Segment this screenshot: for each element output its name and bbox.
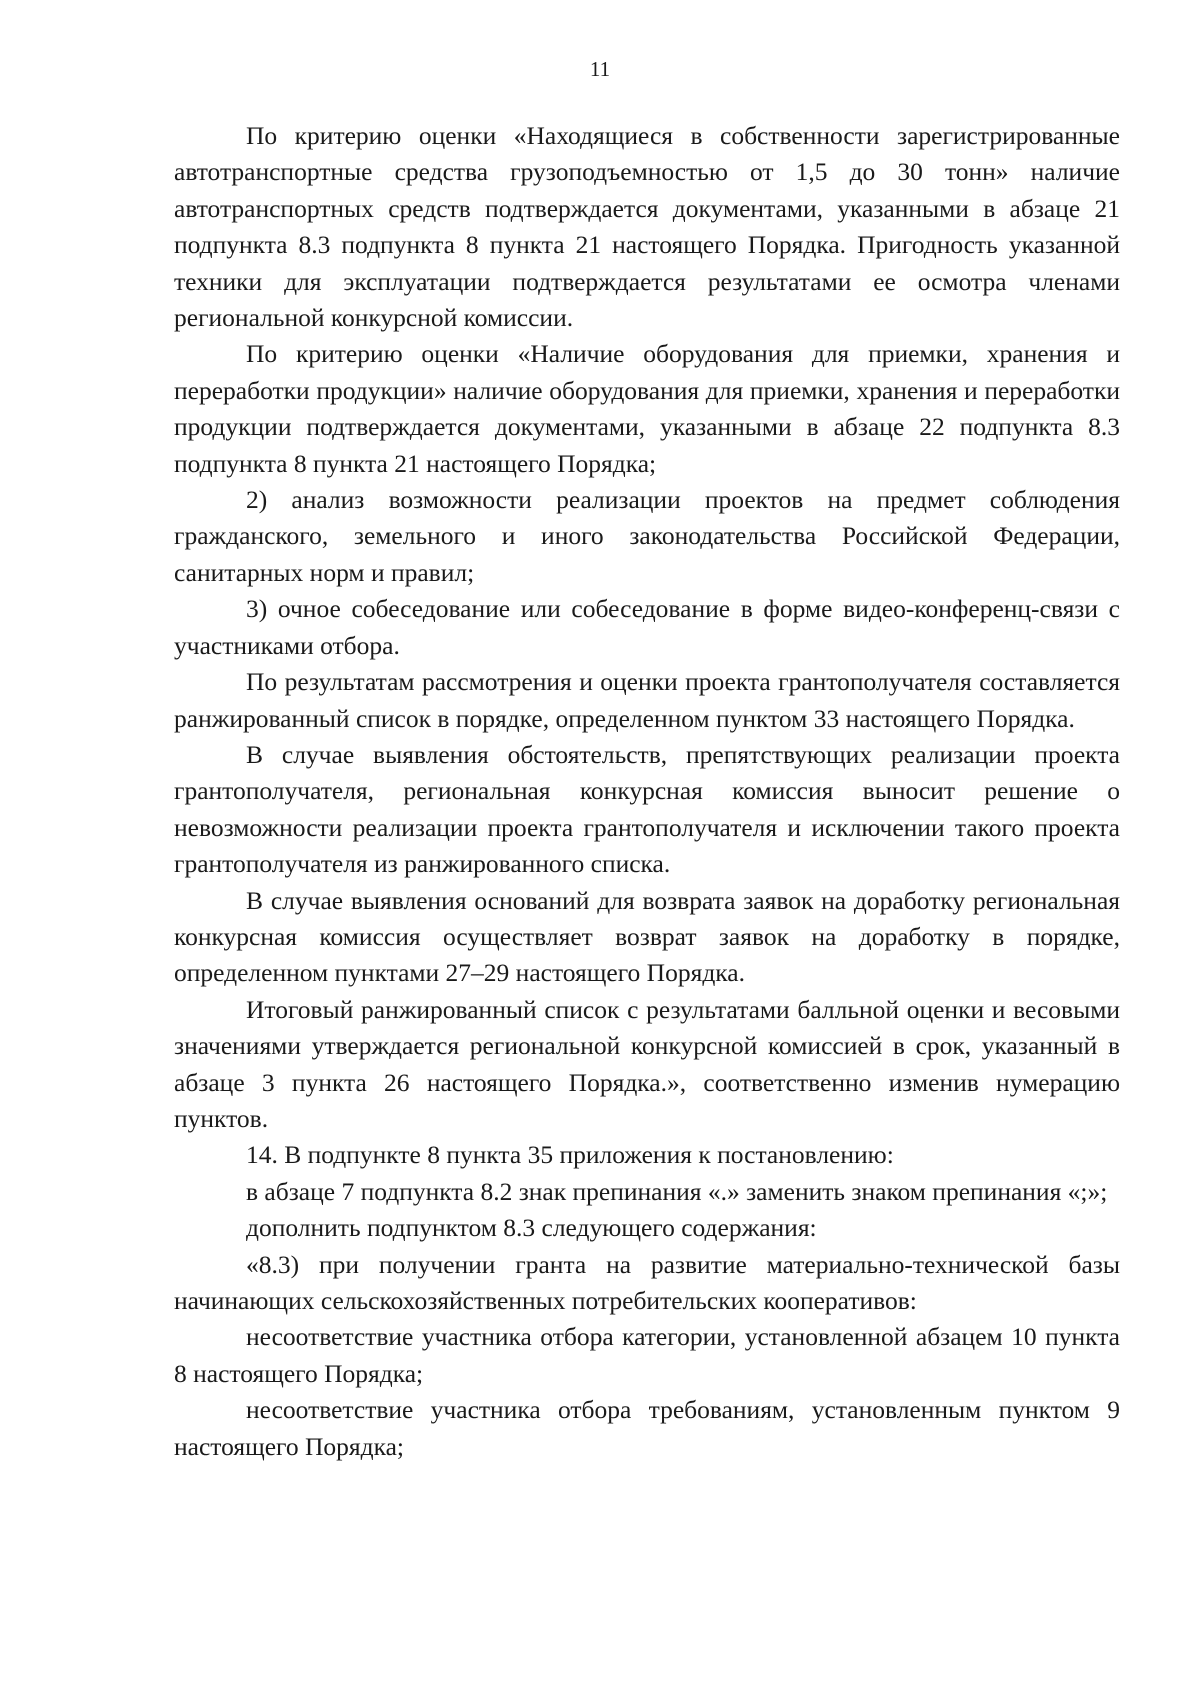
paragraph-item-14: 14. В подпункте 8 пункта 35 приложения к постановлению: [246, 1140, 894, 1170]
paragraph-punctuation-change: в абзаце 7 подпункта 8.2 знак препинания «.» заменить знаком препинания «;»; [246, 1176, 1108, 1206]
paragraph-exclusion: В случае выявления обстоятельств, препятствующих реализации проекта грантополучателя, региональная конкурсная комиссия выносит решение о невозможности реализации проекта грантополучателя и исключении такого проекта грантополучателя из ранжированного списка. [174, 739, 1120, 879]
document-body [174, 118, 1120, 1465]
paragraph-subitem-8-3: «8.3) при получении гранта на развитие материально-технической базы начинающих сельскохозяйственных потребительских кооперативов: [174, 1249, 1120, 1315]
paragraph-final-list: Итоговый ранжированный список с результатами балльной оценки и весовыми значениями утверждается региональной конкурсной комиссией в срок, указанный в абзаце 3 пункта 26 настоящего Порядка.», соответственно изменив нумерацию пунктов. [174, 994, 1120, 1133]
page-number: 11 [589, 57, 611, 81]
paragraph-return-applications: В случае выявления оснований для возврата заявок на доработку региональная конкурсная комиссия осуществляет возврат заявок на доработку в порядке, определенном пунктами 27–29 настоящего Порядка. [174, 885, 1120, 988]
paragraph-category-mismatch: несоответствие участника отбора категории, установленной абзацем 10 пункта 8 настоящего Порядка; [174, 1322, 1120, 1388]
paragraph-item-2-analysis: 2) анализ возможности реализации проектов на предмет соблюдения гражданского, земельного и иного законодательства Российской Федерации, санитарных норм и правил; [174, 485, 1120, 587]
paragraph-equipment-criterion: По критерию оценки «Наличие оборудования для приемки, хранения и переработки продукции» наличие оборудования для приемки, хранения и переработки продукции подтверждается документами, указанными в абзаце 22 подпункта 8.3 подпункта 8 пункта 21 настоящего Порядка; [174, 339, 1120, 478]
paragraph-vehicles-criterion: По критерию оценки «Находящиеся в собственности зарегистрированные автотранспортные средства грузоподъемностью от 1,5 до 30 тонн» наличие автотранспортных средств подтверждается документами, указанными в абзаце 21 подпункта 8.3 подпункта 8 пункта 21 настоящего Порядка. Пригодность указанной техники для эксплуатации подтверждается результатами ее осмотра членами региональной конкурсной комиссии. [174, 121, 1120, 333]
paragraph-add-subitem: дополнить подпунктом 8.3 следующего содержания: [246, 1213, 817, 1243]
paragraph-item-3-interview: 3) очное собеседование или собеседование в форме видео-конференц-связи с участниками отбора. [174, 594, 1120, 660]
paragraph-ranked-list: По результатам рассмотрения и оценки проекта грантополучателя составляется ранжированный список в порядке, определенном пунктом 33 настоящего Порядка. [174, 667, 1120, 733]
paragraph-requirements-mismatch: несоответствие участника отбора требованиям, установленным пунктом 9 настоящего Порядка; [174, 1395, 1120, 1461]
